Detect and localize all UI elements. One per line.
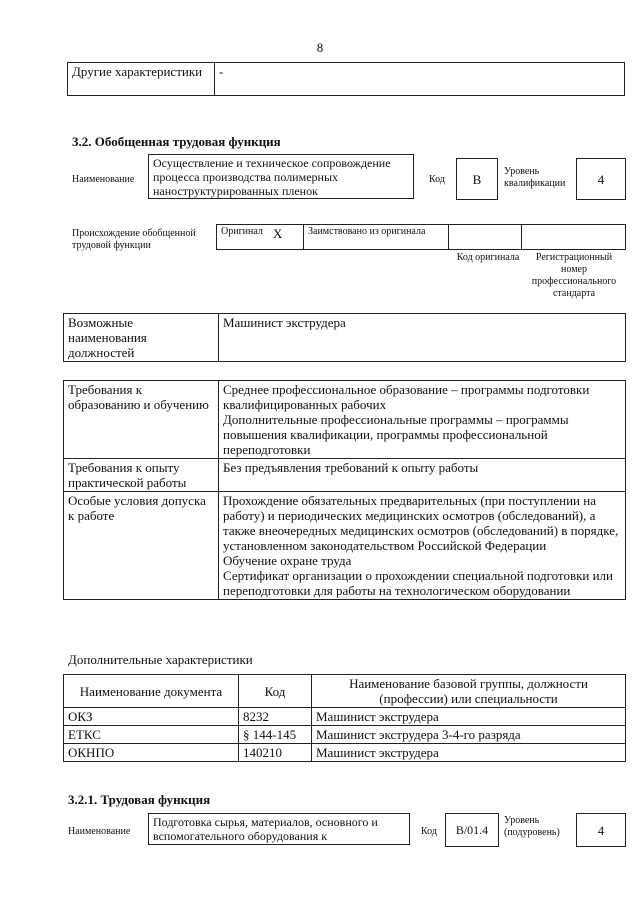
other-characteristics-value: - [215, 63, 625, 96]
other-characteristics-label: Другие характеристики [68, 63, 215, 96]
page-number: 8 [316, 40, 324, 55]
possible-names-label: Возможные наименования должностей [64, 314, 219, 362]
education-line: Среднее профессиональное образование – программы подготовки квалифицированных рабочих [223, 382, 590, 412]
additional-table [63, 674, 626, 762]
row-name: Машинист экструдера 3-4-го разряда [312, 726, 626, 744]
admission-line: Обучение охране труда [223, 553, 352, 568]
code-original-label: Код оригинала [456, 252, 520, 263]
requirements-table [63, 380, 626, 600]
table-row [64, 726, 626, 744]
table-row [64, 708, 626, 726]
admission-line: Сертификат организации о прохождении специальной подготовки или переподготовки для работы на технологическом оборудовании [223, 568, 614, 598]
reg-number-label: Регистрационный номер профессионального стандарта [531, 252, 617, 299]
function-name-box: Осуществление и техническое сопровождение процесса производства полимерных наноструктурированных пленок [148, 154, 414, 199]
admission-value [219, 492, 626, 600]
education-line: Дополнительные профессиональные программы – программы повышения квалификации, программы профессиональной переподготовки [223, 412, 569, 457]
borrowed-label: Заимствовано из оригинала [304, 225, 449, 250]
other-characteristics-table [67, 62, 625, 96]
section-3-2-1-heading: 3.2.1. Трудовая функция [68, 792, 211, 807]
code-label: Код [429, 174, 445, 185]
code-value-box: B [456, 158, 498, 200]
admission-label: Особые условия допуска к работе [64, 492, 219, 600]
name-label-2: Наименование [68, 826, 131, 837]
additional-title: Дополнительные характеристики [68, 652, 253, 667]
reg-number-cell [522, 225, 626, 250]
col-header-document: Наименование документа [64, 675, 239, 708]
section-3-2-heading: 3.2. Обобщенная трудовая функция [72, 134, 281, 149]
row-code: 140210 [239, 744, 312, 762]
original-mark: X [269, 225, 304, 250]
row-name: Машинист экструдера [312, 708, 626, 726]
possible-names-table [63, 313, 626, 362]
row-document: ОКЗ [64, 708, 239, 726]
level-value-box-2: 4 [576, 813, 626, 847]
admission-line: Прохождение обязательных предварительных (при поступлении на работу) и периодических медицинских осмотров (обследований), а также внеочередных медицинских осмотров (обследований) в порядке, установленном законодательством Российской Федерации [223, 493, 619, 553]
education-value [219, 381, 626, 459]
origin-table [216, 224, 626, 250]
table-row [64, 744, 626, 762]
col-header-code: Код [239, 675, 312, 708]
row-code: § 144-145 [239, 726, 312, 744]
row-document: ЕТКС [64, 726, 239, 744]
row-code: 8232 [239, 708, 312, 726]
possible-names-value: Машинист экструдера [219, 314, 626, 362]
code-original-cell [449, 225, 522, 250]
level-label-2: Уровень (подуровень) [504, 815, 560, 838]
labor-function-name-box: Подготовка сырья, материалов, основного и вспомогательного оборудования к [148, 813, 410, 845]
row-document: ОКНПО [64, 744, 239, 762]
row-name: Машинист экструдера [312, 744, 626, 762]
level-label: Уровень квалификации [504, 166, 566, 189]
experience-label: Требования к опыту практической работы [64, 459, 219, 492]
level-value-box: 4 [576, 158, 626, 200]
education-label: Требования к образованию и обучению [64, 381, 219, 459]
code-label-2: Код [421, 826, 437, 837]
col-header-name: Наименование базовой группы, должности (профессии) или специальности [312, 675, 626, 708]
code-value-box-2: B/01.4 [445, 813, 499, 847]
origin-label: Происхождение обобщенной трудовой функции [72, 228, 196, 251]
experience-value: Без предъявления требований к опыту работы [219, 459, 626, 492]
original-label: Оригинал [217, 225, 270, 250]
name-label: Наименование [72, 174, 135, 185]
